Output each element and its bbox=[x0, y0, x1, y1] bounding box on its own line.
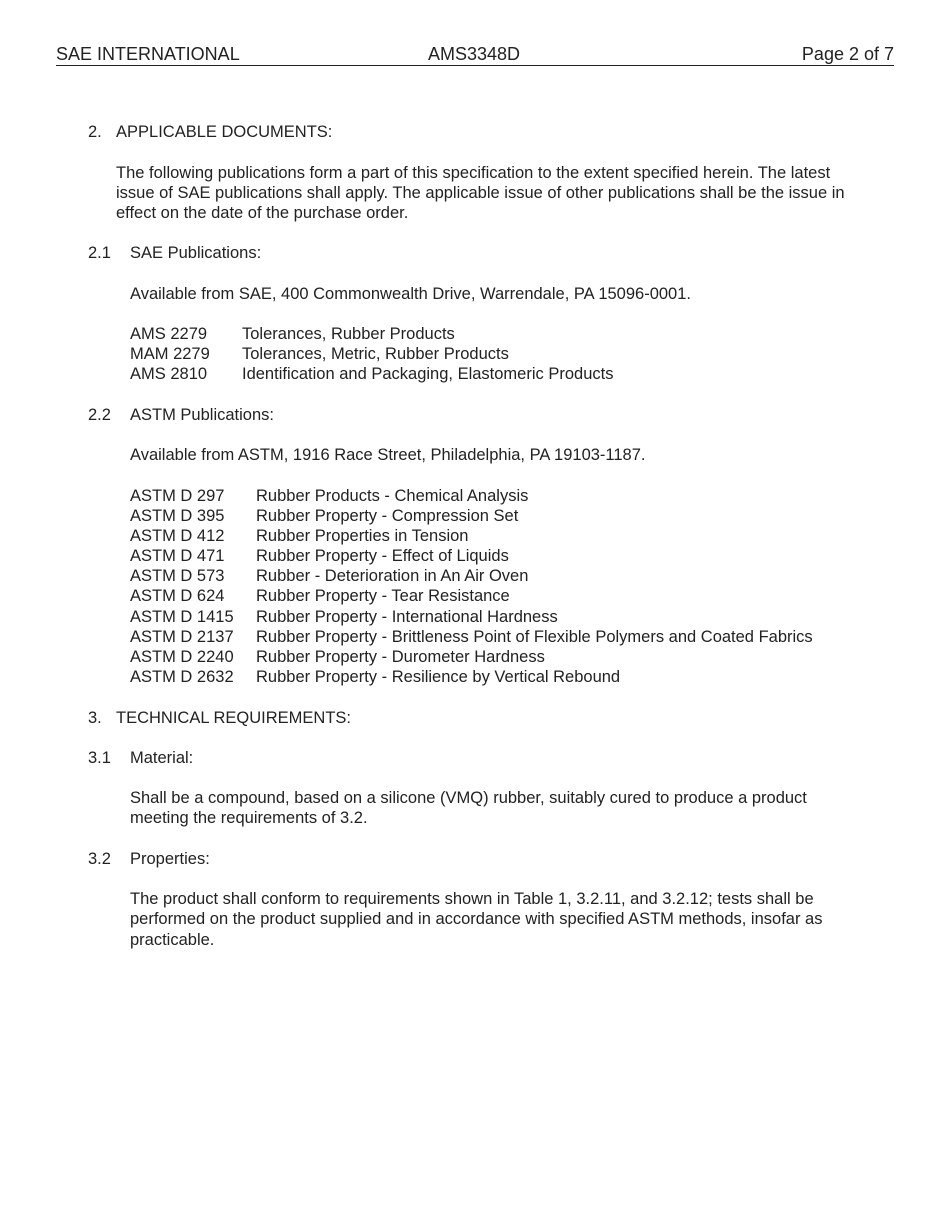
header-page-number: Page 2 of 7 bbox=[801, 44, 894, 64]
section-3-1-number: 3.1 bbox=[88, 749, 111, 767]
document-code: AMS 2810 bbox=[130, 365, 208, 383]
document-code: ASTM D 471 bbox=[130, 547, 225, 565]
document-code: ASTM D 2240 bbox=[130, 648, 234, 666]
document-code: ASTM D 412 bbox=[130, 527, 225, 545]
section-2-number: 2. bbox=[88, 123, 102, 141]
document-title: Rubber - Deterioration in An Air Oven bbox=[256, 567, 529, 585]
material-body-line: meeting the requirements of 3.2. bbox=[130, 809, 368, 827]
document-title: Identification and Packaging, Elastomeric Products bbox=[242, 365, 614, 383]
section-3-1-heading: Material: bbox=[130, 749, 194, 767]
document-title: Rubber Property - Tear Resistance bbox=[256, 587, 510, 605]
properties-body-line: performed on the product supplied and in accordance with specified ASTM methods, insofar as bbox=[130, 910, 823, 928]
astm-availability: Available from ASTM, 1916 Race Street, Philadelphia, PA 19103-1187. bbox=[130, 446, 646, 464]
header-organization: SAE INTERNATIONAL bbox=[56, 44, 240, 64]
section-2-2-heading: ASTM Publications: bbox=[130, 406, 274, 424]
document-title: Tolerances, Rubber Products bbox=[242, 325, 455, 343]
document-title: Rubber Property - International Hardness bbox=[256, 608, 558, 626]
document-code: MAM 2279 bbox=[130, 345, 210, 363]
intro-line: The following publications form a part of this specification to the extent specified herein. The latest bbox=[116, 164, 831, 182]
document-code: ASTM D 2137 bbox=[130, 628, 234, 646]
document-code: ASTM D 573 bbox=[130, 567, 225, 585]
page-header bbox=[56, 44, 894, 66]
intro-line: issue of SAE publications shall apply. The applicable issue of other publications shall be the issue in bbox=[116, 184, 845, 202]
document-code: ASTM D 395 bbox=[130, 507, 225, 525]
section-3-2-heading: Properties: bbox=[130, 850, 210, 868]
document-title: Tolerances, Metric, Rubber Products bbox=[242, 345, 509, 363]
document-title: Rubber Products - Chemical Analysis bbox=[256, 487, 529, 505]
document-title: Rubber Properties in Tension bbox=[256, 527, 469, 545]
material-body-line: Shall be a compound, based on a silicone (VMQ) rubber, suitably cured to produce a product bbox=[130, 789, 807, 807]
properties-body-line: The product shall conform to requirements shown in Table 1, 3.2.11, and 3.2.12; tests shall be bbox=[130, 890, 814, 908]
header-document-number: AMS3348D bbox=[428, 44, 521, 64]
document-code: ASTM D 297 bbox=[130, 487, 225, 505]
section-3-number: 3. bbox=[88, 709, 102, 727]
intro-line: effect on the date of the purchase order. bbox=[116, 204, 409, 222]
document-code: ASTM D 624 bbox=[130, 587, 225, 605]
section-2-heading: APPLICABLE DOCUMENTS: bbox=[116, 123, 333, 141]
section-2-2-number: 2.2 bbox=[88, 406, 111, 424]
section-3-2-number: 3.2 bbox=[88, 850, 111, 868]
section-2-1-number: 2.1 bbox=[88, 244, 111, 262]
section-2-1-heading: SAE Publications: bbox=[130, 244, 262, 262]
document-title: Rubber Property - Compression Set bbox=[256, 507, 519, 525]
document-title: Rubber Property - Durometer Hardness bbox=[256, 648, 545, 666]
document-title: Rubber Property - Resilience by Vertical Rebound bbox=[256, 668, 621, 686]
document-code: ASTM D 2632 bbox=[130, 668, 234, 686]
document-title: Rubber Property - Effect of Liquids bbox=[256, 547, 509, 565]
sae-availability: Available from SAE, 400 Commonwealth Drive, Warrendale, PA 15096-0001. bbox=[130, 285, 691, 303]
document-title: Rubber Property - Brittleness Point of Flexible Polymers and Coated Fabrics bbox=[256, 628, 813, 646]
properties-body-line: practicable. bbox=[130, 931, 215, 949]
document-code: ASTM D 1415 bbox=[130, 608, 234, 626]
document-code: AMS 2279 bbox=[130, 325, 208, 343]
section-3-heading: TECHNICAL REQUIREMENTS: bbox=[116, 709, 351, 727]
